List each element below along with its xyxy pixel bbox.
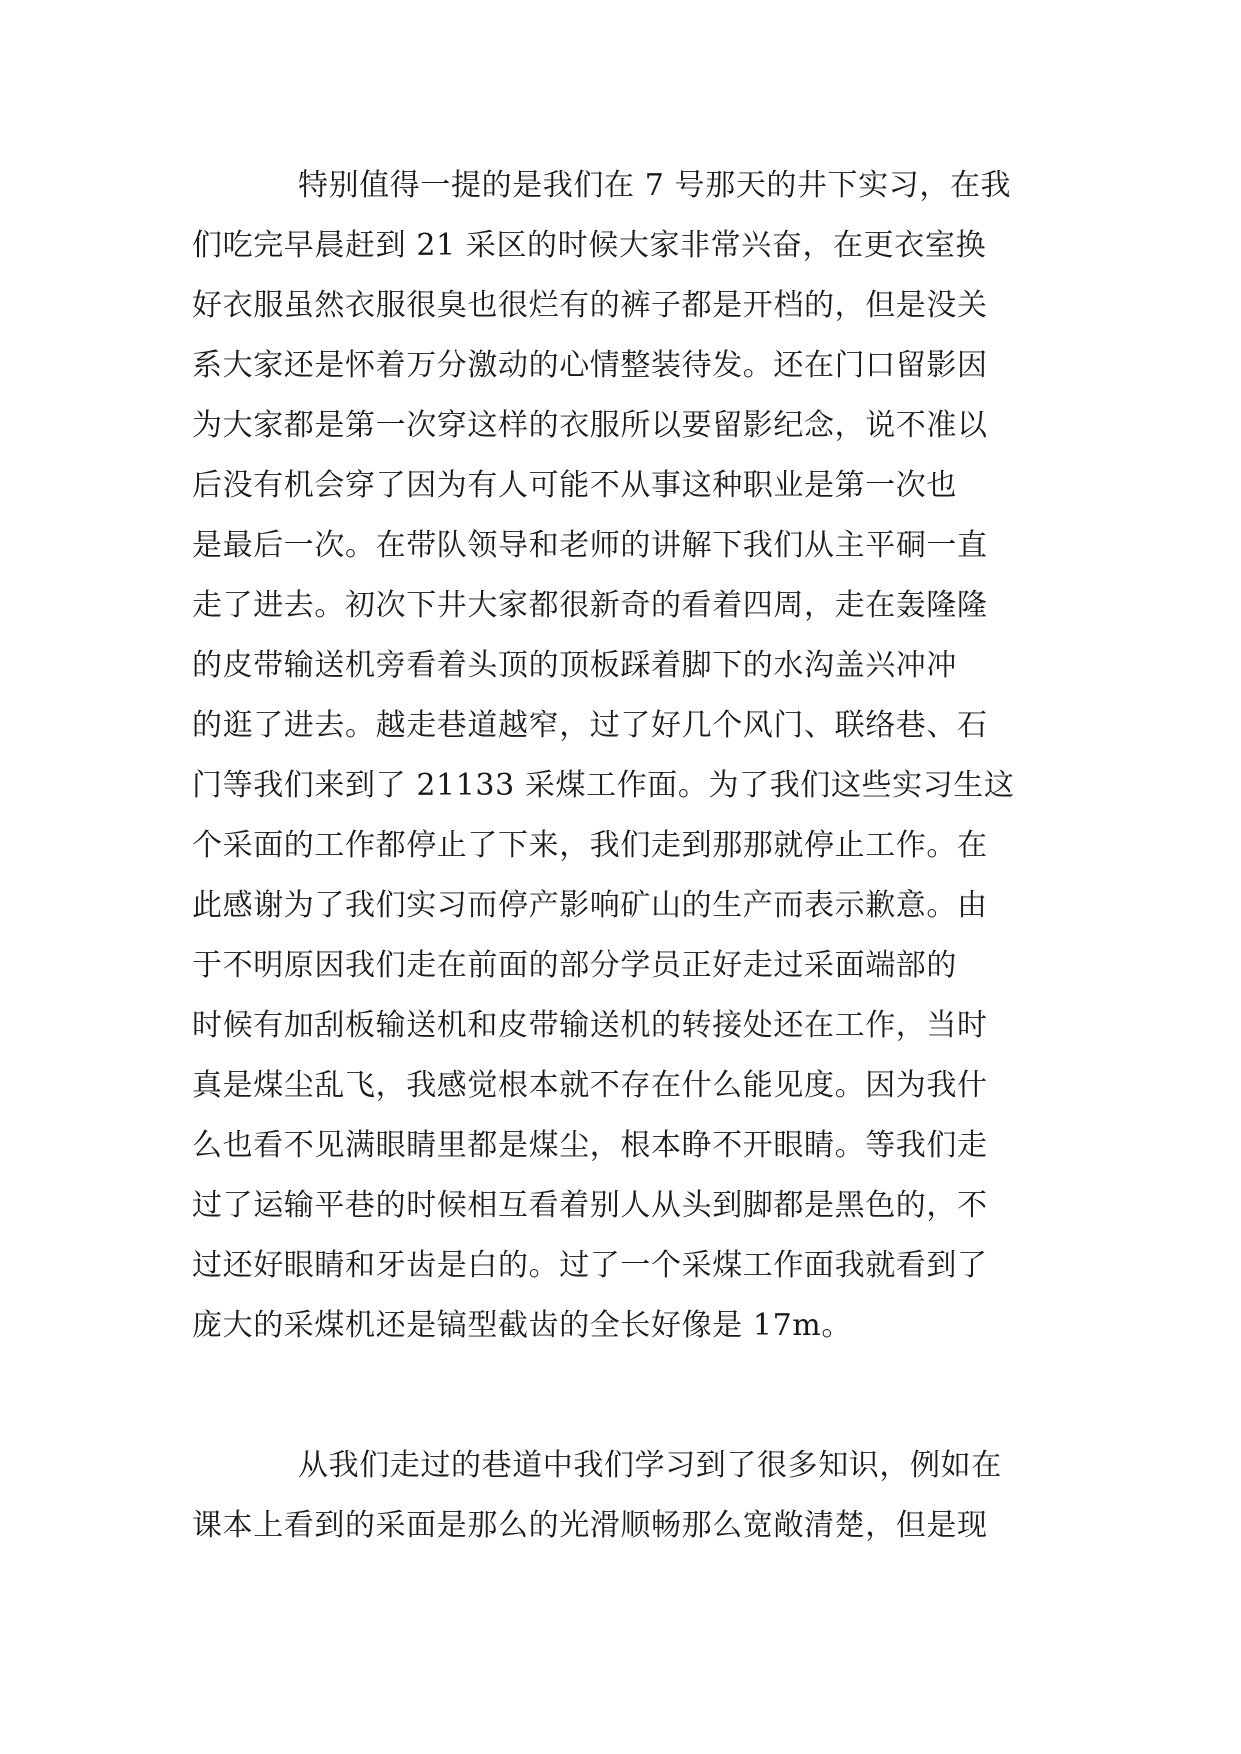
text-line: 是最后一次。在带队领导和老师的讲解下我们从主平硐一直: [192, 528, 988, 563]
text-line: 走了进去。初次下井大家都很新奇的看着四周，走在轰隆隆: [192, 588, 988, 623]
text-line: 过还好眼睛和牙齿是白的。过了一个采煤工作面我就看到了: [192, 1248, 988, 1283]
text-line: 庞大的采煤机还是镐型截齿的全长好像是 17m。: [192, 1308, 852, 1343]
text-line: 于不明原因我们走在前面的部分学员正好走过采面端部的: [192, 948, 957, 983]
text-line: 好衣服虽然衣服很臭也很烂有的裤子都是开档的，但是没关: [192, 288, 988, 323]
paragraph-underground-internship: [192, 156, 1052, 1356]
text-line: 后没有机会穿了因为有人可能不从事这种职业是第一次也: [192, 468, 957, 503]
text-line: 过了运输平巷的时候相互看着别人从头到脚都是黑色的，不: [192, 1188, 988, 1223]
text-line: 时候有加刮板输送机和皮带输送机的转接处还在工作，当时: [192, 1008, 988, 1043]
text-line: 么也看不见满眼睛里都是煤尘，根本睁不开眼睛。等我们走: [192, 1128, 988, 1163]
text-line: 们吃完早晨赶到 21 采区的时候大家非常兴奋，在更衣室换: [192, 228, 987, 263]
text-line: 的逛了进去。越走巷道越窄，过了好几个风门、联络巷、石: [192, 708, 988, 743]
text-line: 从我们走过的巷道中我们学习到了很多知识，例如在: [298, 1448, 1002, 1483]
text-line: 个采面的工作都停止了下来，我们走到那那就停止工作。在: [192, 828, 988, 863]
text-line: 系大家还是怀着万分激动的心情整装待发。还在门口留影因: [192, 348, 988, 383]
paragraph-roadway-knowledge: [192, 1436, 1052, 1556]
text-line: 此感谢为了我们实习而停产影响矿山的生产而表示歉意。由: [192, 888, 988, 923]
text-line: 课本上看到的采面是那么的光滑顺畅那么宽敞清楚，但是现: [192, 1508, 988, 1543]
text-line: 门等我们来到了 21133 采煤工作面。为了我们这些实习生这: [192, 768, 1015, 803]
text-line: 真是煤尘乱飞，我感觉根本就不存在什么能见度。因为我什: [192, 1068, 988, 1103]
text-line: 为大家都是第一次穿这样的衣服所以要留影纪念，说不准以: [192, 408, 988, 443]
text-line: 的皮带输送机旁看着头顶的顶板踩着脚下的水沟盖兴冲冲: [192, 648, 957, 683]
text-line: 特别值得一提的是我们在 7 号那天的井下实习，在我: [298, 168, 1012, 203]
